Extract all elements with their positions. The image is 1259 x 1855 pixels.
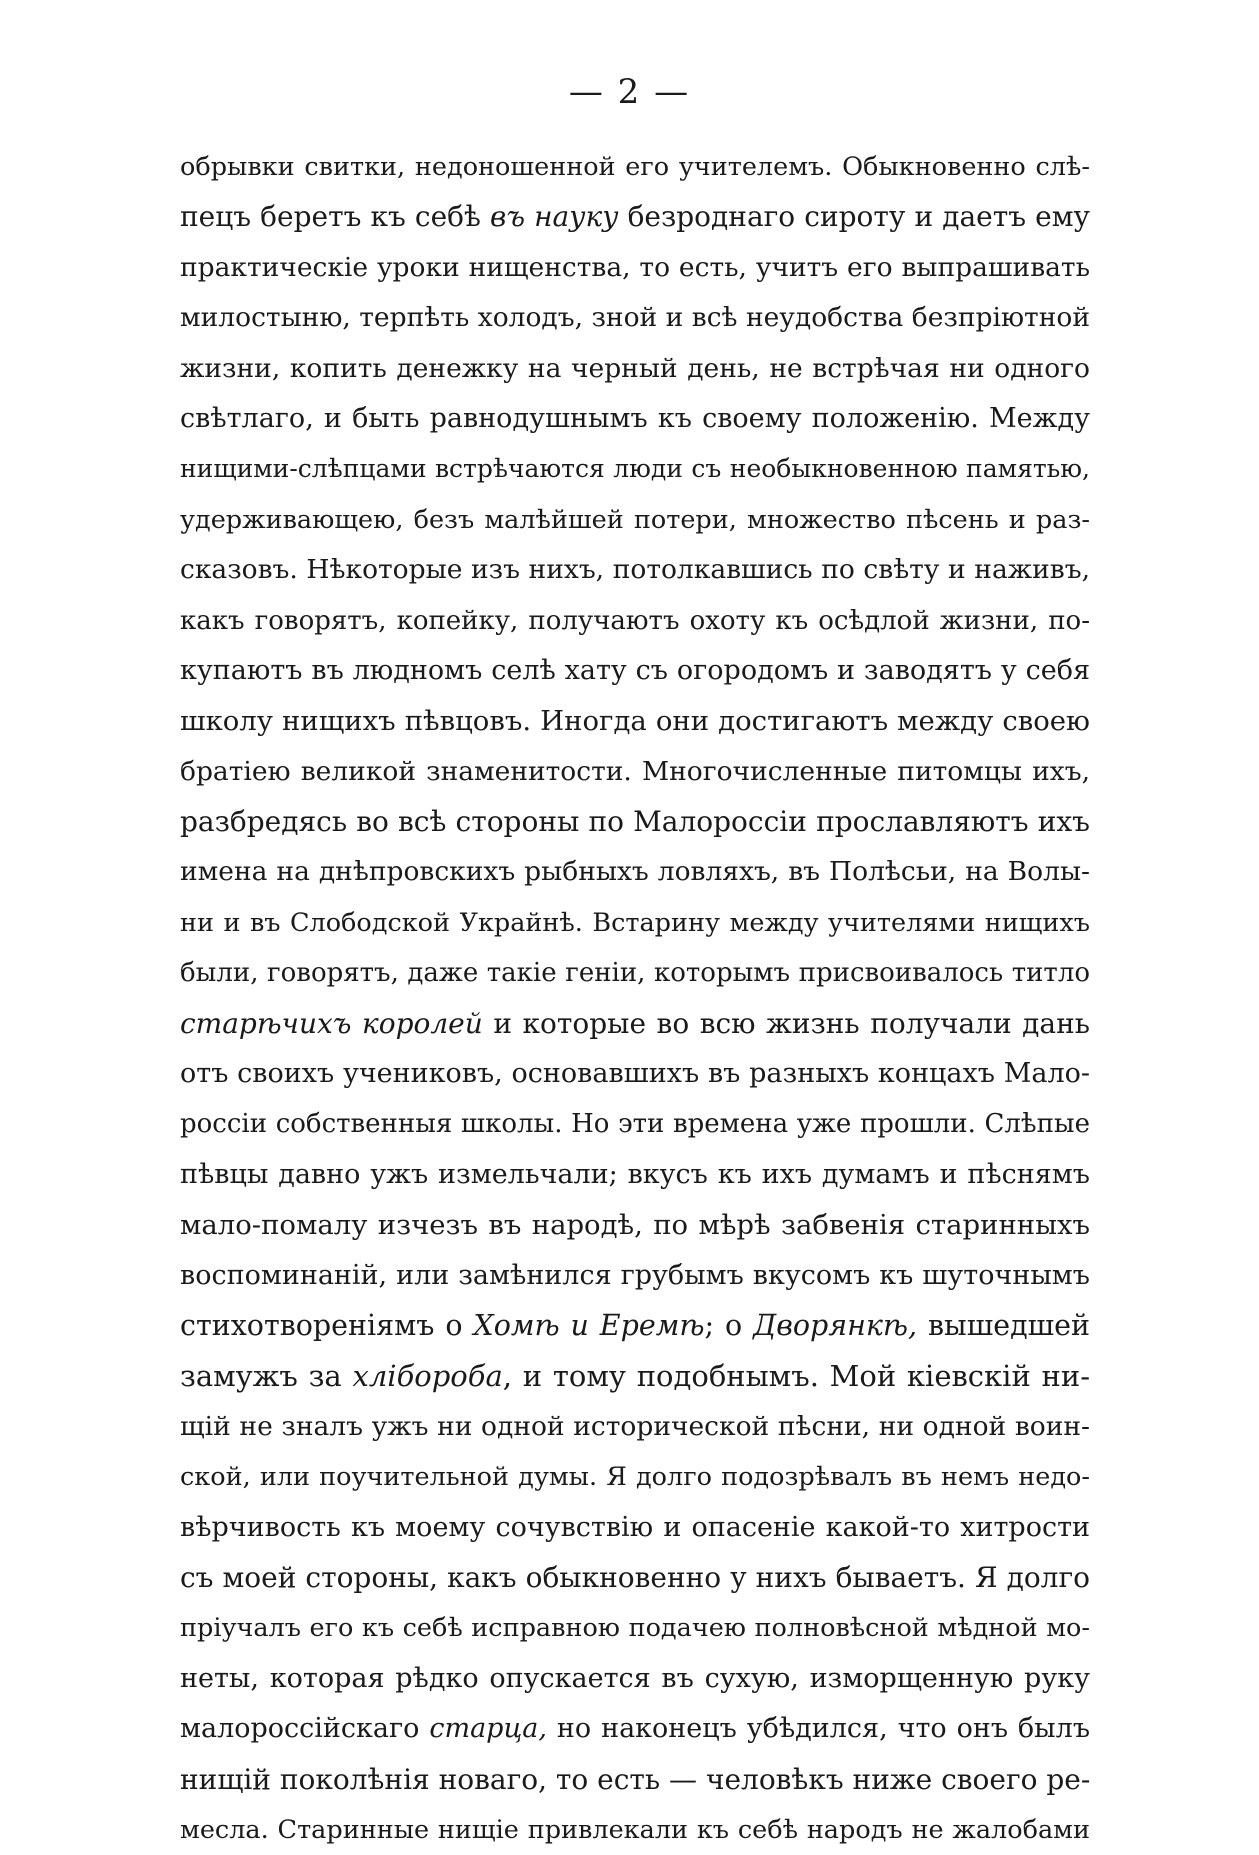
- text-segment: братіею великой знаменитости. Многочисленные питомцы ихъ,: [180, 755, 1090, 787]
- text-segment: съ моей стороны, какъ обыкновенно у нихъ бываетъ. Я долго: [180, 1560, 1090, 1594]
- text-line: [180, 1301, 1090, 1351]
- italic-text: старѣчихъ королей: [180, 1006, 483, 1040]
- text-segment: замужъ за: [180, 1359, 353, 1394]
- text-line: [180, 596, 1090, 646]
- text-segment: школу нищихъ пѣвцовъ. Иногда они достигаютъ между своею: [180, 705, 1090, 738]
- text-line: [180, 747, 1090, 797]
- text-segment: обрывки свитки, недоношенной его учителемъ. Обыкновенно слѣ-: [180, 152, 1090, 182]
- text-segment: пѣвцы давно ужъ измельчали; вкусъ къ ихъ думамъ и пѣснямъ: [180, 1158, 1090, 1190]
- text-segment: ; о: [704, 1308, 754, 1342]
- text-line: [180, 1755, 1090, 1805]
- text-segment: жизни, копить денежку на черный день, не встрѣчая ни одного: [180, 352, 1090, 384]
- text-line: [180, 394, 1090, 444]
- text-segment: щій не зналъ ужъ ни одной исторической пѣсни, ни одной воин-: [180, 1410, 1090, 1442]
- text-segment: безроднаго сироту и даетъ ему: [618, 200, 1090, 234]
- text-segment: но наконецъ убѣдился, что онъ былъ: [546, 1713, 1090, 1745]
- text-segment: сказовъ. Нѣкоторые изъ нихъ, потолкавшись по свѣту и наживъ,: [180, 554, 1090, 586]
- italic-text: въ науку: [490, 200, 619, 234]
- text-segment: россіи собственныя школы. Но эти времена уже прошли. Слѣпые: [180, 1109, 1090, 1140]
- text-segment: какъ говорятъ, копейку, получаютъ охоту къ осѣдлой жизни, по-: [180, 605, 1090, 636]
- text-line: [180, 192, 1090, 242]
- page-number: — 2 —: [568, 72, 691, 112]
- text-line: [180, 1704, 1090, 1754]
- text-line: [180, 545, 1090, 595]
- text-line: [180, 1402, 1090, 1452]
- text-segment: месла. Старинные нищіе привлекали къ себѣ народъ не жалобами: [180, 1814, 1090, 1845]
- text-line: [180, 1503, 1090, 1553]
- text-line: [180, 1351, 1090, 1401]
- text-segment: , и тому подобнымъ. Мой кіевскій ни-: [502, 1359, 1090, 1394]
- text-segment: отъ своихъ учениковъ, основавшихъ въ разныхъ концахъ Мало-: [180, 1058, 1090, 1090]
- text-segment: и которые во всю жизнь получали дань: [482, 1006, 1090, 1040]
- text-segment: вышедшей: [917, 1308, 1090, 1342]
- text-segment: воспоминаній, или замѣнился грубымъ вкусомъ къ шуточнымъ: [180, 1259, 1090, 1291]
- text-segment: нищій поколѣнія новаго, то есть — человѣкъ ниже своего ре-: [180, 1762, 1090, 1796]
- italic-text: хлібороба: [352, 1359, 503, 1394]
- text-line: [180, 646, 1090, 696]
- text-line: [180, 898, 1090, 948]
- text-line: [180, 1452, 1090, 1502]
- text-line: [180, 696, 1090, 746]
- text-segment: мало-помалу изчезъ въ народѣ, по мѣрѣ забвенія старинныхъ: [180, 1209, 1090, 1242]
- text-line: [180, 142, 1090, 192]
- text-segment: нищими-слѣпцами встрѣчаются люди съ необыкновенною памятью,: [180, 454, 1090, 484]
- text-line: [180, 495, 1090, 545]
- text-segment: были, говорятъ, даже такіе геніи, которымъ присвоивалось титло: [180, 958, 1090, 989]
- italic-text: Хомѣ и Еремѣ: [473, 1308, 705, 1342]
- text-segment: ской, или поучительной думы. Я долго подозрѣвалъ въ немъ недо-: [180, 1462, 1090, 1493]
- text-line: [180, 1251, 1090, 1301]
- text-segment: купаютъ въ людномъ селѣ хату съ огородомъ и заводятъ у себя: [180, 654, 1090, 686]
- text-line: [180, 999, 1090, 1049]
- text-segment: ни и въ Слободской Украйнѣ. Встарину между учителями нищихъ: [180, 907, 1090, 938]
- text-segment: вѣрчивость къ моему сочувствію и опасеніе какой-то хитрости: [180, 1511, 1090, 1543]
- text-line: [180, 243, 1090, 293]
- text-line: [180, 293, 1090, 343]
- text-segment: малороссійскаго: [180, 1713, 430, 1745]
- text-segment: свѣтлаго, и быть равнодушнымъ къ своему положенію. Между: [180, 402, 1090, 434]
- text-line: [180, 797, 1090, 847]
- text-line: [180, 1150, 1090, 1200]
- text-line: [180, 948, 1090, 998]
- text-line: [180, 344, 1090, 394]
- text-segment: милостыню, терпѣть холодъ, зной и всѣ неудобства безпріютной: [180, 302, 1090, 334]
- body-text: [180, 142, 1090, 1855]
- text-segment: удерживающею, безъ малѣйшей потери, множество пѣсень и раз-: [180, 504, 1090, 535]
- text-segment: имена на днѣпровскихъ рыбныхъ ловляхъ, въ Полѣсьи, на Волы-: [180, 856, 1090, 888]
- text-segment: практическіе уроки нищенства, то есть, учитъ его выпрашивать: [180, 251, 1090, 283]
- italic-text: Дворянкѣ,: [753, 1308, 918, 1342]
- text-segment: пецъ беретъ къ себѣ: [180, 200, 491, 234]
- text-line: [180, 1805, 1090, 1855]
- text-segment: неты, которая рѣдко опускается въ сухую, изморщенную руку: [180, 1662, 1090, 1694]
- text-line: [180, 1099, 1090, 1149]
- italic-text: старца,: [429, 1713, 547, 1745]
- text-line: [180, 1553, 1090, 1603]
- text-line: [180, 1603, 1090, 1653]
- text-line: [180, 1654, 1090, 1704]
- text-segment: разбредясь во всѣ стороны по Малороссіи прославляютъ ихъ: [180, 805, 1090, 839]
- text-line: [180, 847, 1090, 897]
- text-line: [180, 1049, 1090, 1099]
- text-line: [180, 444, 1090, 494]
- text-segment: пріучалъ его къ себѣ исправною подачею полновѣсной мѣдной мо-: [180, 1613, 1090, 1644]
- text-segment: стихотвореніямъ о: [180, 1308, 474, 1342]
- text-line: [180, 1200, 1090, 1250]
